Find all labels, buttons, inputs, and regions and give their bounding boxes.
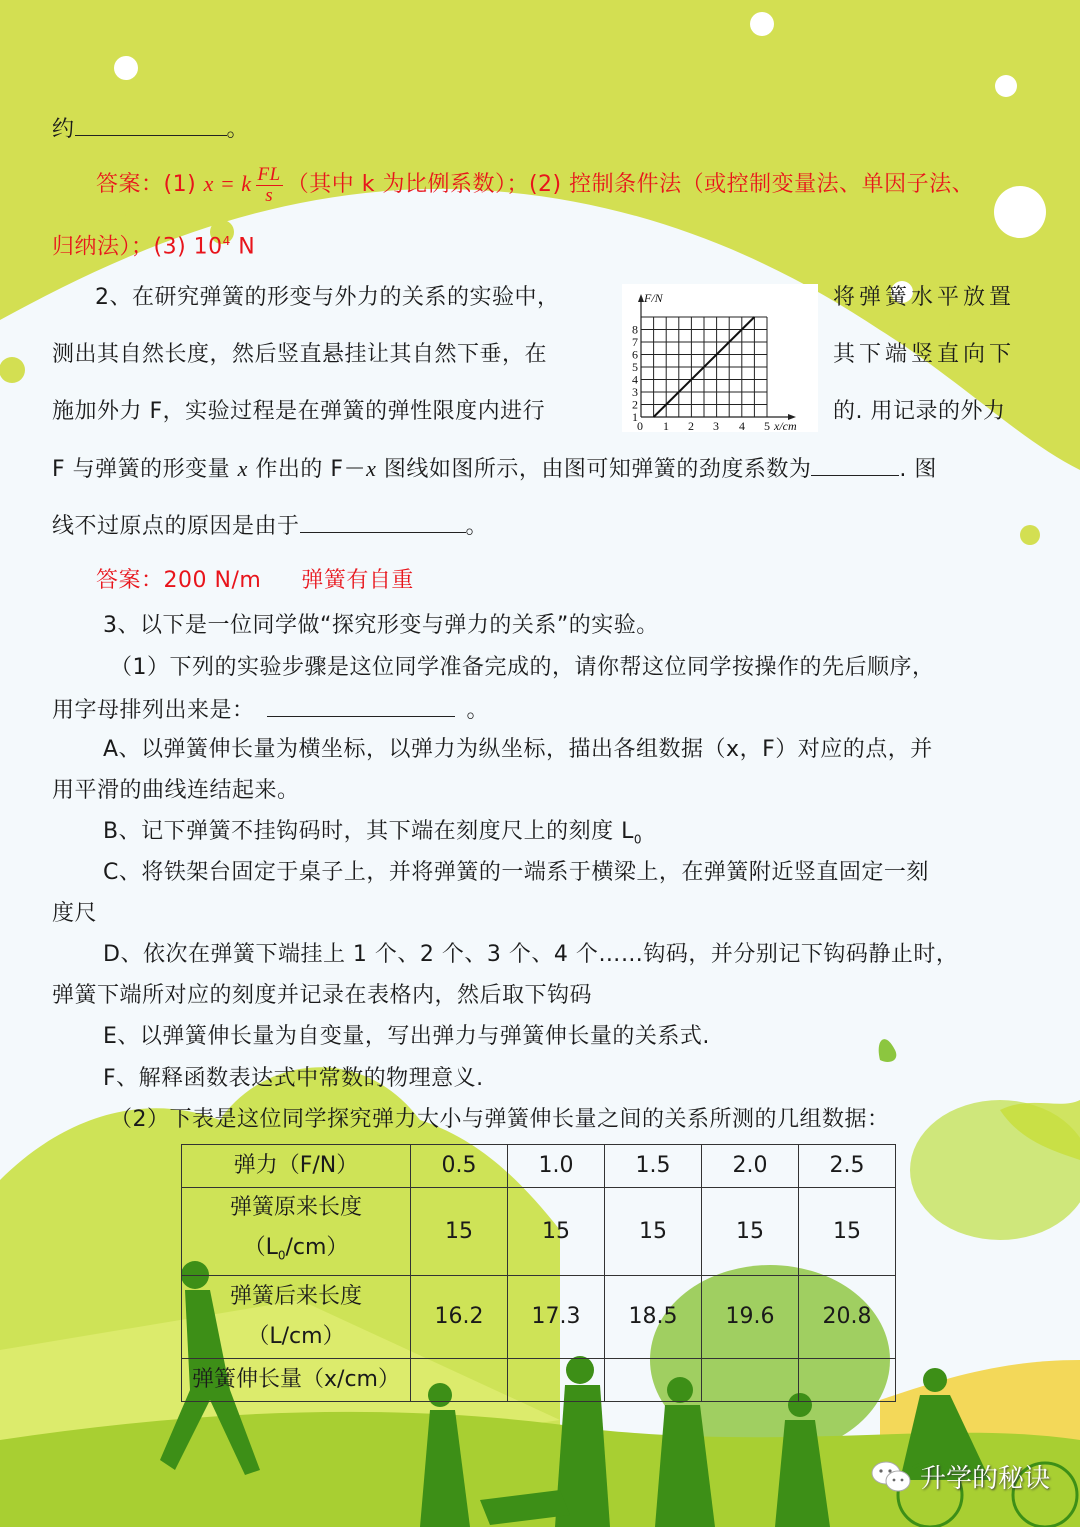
row-label bbox=[182, 1276, 411, 1359]
q1-tail bbox=[52, 113, 249, 145]
label-subscript: 0 bbox=[277, 1248, 286, 1263]
table-cell-empty bbox=[411, 1359, 508, 1402]
q3-part1-line1: （1）下列的实验步骤是这位同学准备完成的，请你帮这位同学按操作的先后顺序， bbox=[110, 655, 935, 680]
table-cell: 2.5 bbox=[799, 1145, 896, 1188]
svg-text:1: 1 bbox=[663, 419, 669, 432]
table-cell: 16.2 bbox=[411, 1276, 508, 1359]
q2-line4-a: F 与弹簧的形变量 bbox=[52, 457, 238, 482]
step-e: E、以弹簧伸长量为自变量，写出弹力与弹簧伸长量的关系式. bbox=[103, 1024, 710, 1049]
q3-part1-end: 。 bbox=[466, 698, 490, 723]
svg-text:4: 4 bbox=[632, 372, 638, 387]
answer-reason: 弹簧有自重 bbox=[301, 568, 414, 593]
q1-answer-line1 bbox=[96, 162, 974, 207]
table-cell: 18.5 bbox=[605, 1276, 702, 1359]
q2-line4-b: 作出的 F－ bbox=[247, 457, 367, 482]
q2-line3-left: 施加外力 F，实验过程是在弹簧的弹性限度内进行 bbox=[52, 399, 546, 424]
svg-text:2: 2 bbox=[632, 397, 638, 412]
table-cell-empty bbox=[702, 1359, 799, 1402]
watermark-text: 升学的秘诀 bbox=[920, 1464, 1051, 1494]
q2-line4 bbox=[52, 453, 937, 485]
answer-line2-prefix: 归纳法）；(3) 10 bbox=[52, 234, 223, 260]
step-d-line1: D、依次在弹簧下端挂上 1 个、2 个、3 个、4 个……钩码，并分别记下钩码静止时， bbox=[103, 942, 959, 967]
table-cell: 15 bbox=[799, 1188, 896, 1276]
q3-intro: 3、以下是一位同学做“探究形变与弹力的关系”的实验。 bbox=[103, 613, 659, 638]
row-label-line2: （L/cm） bbox=[247, 1324, 345, 1350]
reason-blank bbox=[300, 510, 466, 533]
q1-tail-prefix: 约 bbox=[52, 117, 75, 142]
formula-numerator: FL bbox=[257, 163, 281, 185]
answer-part1-prefix: (1) bbox=[163, 172, 204, 197]
svg-text:5: 5 bbox=[632, 360, 638, 374]
table-cell: 15 bbox=[702, 1188, 799, 1276]
q3-part1-line2-text: 用字母排列出来是： bbox=[52, 698, 255, 723]
q1-tail-suffix: 。 bbox=[226, 117, 250, 142]
table-cell: 20.8 bbox=[799, 1276, 896, 1359]
answer-blank bbox=[75, 113, 227, 136]
q2-line5-end: 。 bbox=[465, 514, 489, 539]
svg-text:8: 8 bbox=[632, 322, 638, 337]
watermark bbox=[870, 1458, 1050, 1495]
table-cell: 15 bbox=[605, 1188, 702, 1276]
step-b-subscript: 0 bbox=[633, 832, 642, 847]
answer-stiffness: 200 N/m bbox=[163, 568, 262, 593]
step-d-line2: 弹簧下端所对应的刻度并记录在表格内，然后取下钩码 bbox=[52, 983, 593, 1008]
f-x-graph bbox=[622, 284, 818, 432]
step-c-line2: 度尺 bbox=[52, 901, 98, 926]
svg-text:2: 2 bbox=[688, 419, 694, 432]
table-cell-empty bbox=[605, 1359, 702, 1402]
table-cell: 2.0 bbox=[702, 1145, 799, 1188]
q2-line3-right: 的. 用记录的外力 bbox=[833, 399, 1006, 424]
row-label: 弹力（F/N） bbox=[182, 1145, 411, 1188]
stiffness-blank bbox=[811, 453, 899, 476]
table-cell: 0.5 bbox=[411, 1145, 508, 1188]
formula-denominator: s bbox=[265, 184, 274, 206]
order-blank bbox=[267, 694, 455, 717]
q2-line2-left: 测出其自然长度，然后竖直悬挂让其自然下垂，在 bbox=[52, 342, 548, 367]
row-label bbox=[182, 1188, 411, 1276]
answer-label: 答案： bbox=[96, 568, 164, 593]
table-cell: 15 bbox=[508, 1188, 605, 1276]
q2-line4-x: x bbox=[237, 456, 248, 481]
label-part: （L bbox=[243, 1235, 278, 1260]
q2-line5 bbox=[52, 510, 488, 542]
x-axis-label: x/cm bbox=[774, 419, 797, 432]
row-label-line1: 弹簧后来长度 bbox=[229, 1284, 362, 1310]
answer-exponent: 4 bbox=[222, 234, 231, 248]
step-b-text: B、记下弹簧不挂钩码时，其下端在刻度尺上的刻度 L bbox=[103, 819, 634, 844]
y-axis-label: F/N bbox=[644, 291, 663, 305]
step-b bbox=[103, 817, 642, 854]
table-cell: 1.5 bbox=[605, 1145, 702, 1188]
table-row-final-length bbox=[182, 1276, 896, 1359]
q2-line4-d: . 图 bbox=[899, 457, 937, 482]
q3-part2: （2）下表是这位同学探究弹力大小与弹簧伸长量之间的关系所测的几组数据： bbox=[110, 1107, 890, 1132]
svg-text:1: 1 bbox=[632, 410, 638, 424]
svg-text:3: 3 bbox=[713, 419, 719, 432]
row-label-line1: 弹簧原来长度 bbox=[229, 1195, 362, 1220]
svg-text:7: 7 bbox=[632, 335, 638, 349]
formula-lhs: x = k bbox=[203, 171, 252, 196]
wechat-icon bbox=[870, 1459, 914, 1495]
q2-line5-text: 线不过原点的原因是由于 bbox=[52, 514, 300, 539]
q1-answer-line2 bbox=[52, 226, 255, 262]
table-cell-empty bbox=[799, 1359, 896, 1402]
table-cell: 15 bbox=[411, 1188, 508, 1276]
formula-fraction bbox=[256, 165, 283, 206]
table-cell: 1.0 bbox=[508, 1145, 605, 1188]
q3-part1-line2 bbox=[52, 694, 489, 726]
step-a-line1: A、以弹簧伸长量为横坐标，以弹力为纵坐标，描出各组数据（x，F）对应的点，并 bbox=[103, 737, 933, 762]
svg-text:4: 4 bbox=[739, 419, 745, 432]
row-label: 弹簧伸长量（x/cm） bbox=[182, 1359, 411, 1402]
svg-text:6: 6 bbox=[632, 347, 638, 362]
table-cell: 17.3 bbox=[508, 1276, 605, 1359]
table-row-extension bbox=[182, 1359, 896, 1402]
data-table bbox=[181, 1144, 896, 1402]
table-row-force bbox=[182, 1145, 896, 1188]
svg-text:0: 0 bbox=[637, 419, 643, 432]
q2-line2-right: 其下端竖直向下 bbox=[833, 342, 1016, 367]
answer-part1-suffix: （其中 k 为比例系数）；(2) 控制条件法（或控制变量法、单因子法、 bbox=[286, 172, 975, 197]
label-part: /cm） bbox=[285, 1235, 349, 1260]
answer-label: 答案： bbox=[96, 172, 164, 197]
q2-line4-c: 图线如图所示，由图可知弹簧的劲度系数为 bbox=[376, 457, 812, 482]
row-label-line2 bbox=[182, 1228, 410, 1275]
table-row-original-length bbox=[182, 1188, 896, 1276]
table-cell-empty bbox=[508, 1359, 605, 1402]
svg-text:3: 3 bbox=[632, 385, 638, 399]
svg-text:5: 5 bbox=[764, 419, 770, 432]
answer-line2-suffix: N bbox=[230, 234, 256, 260]
step-f: F、解释函数表达式中常数的物理意义. bbox=[103, 1066, 484, 1091]
q2-answer bbox=[96, 566, 414, 596]
step-c-line1: C、将铁架台固定于桌子上，并将弹簧的一端系于横梁上，在弹簧附近竖直固定一刻 bbox=[103, 860, 929, 885]
table-cell: 19.6 bbox=[702, 1276, 799, 1359]
q2-line1-left: 2、在研究弹簧的形变与外力的关系的实验中， bbox=[95, 285, 560, 310]
q2-line4-x2: x bbox=[366, 456, 377, 481]
q2-line1-right: 将弹簧水平放置 bbox=[833, 285, 1016, 310]
step-a-line2: 用平滑的曲线连结起来。 bbox=[52, 778, 300, 803]
